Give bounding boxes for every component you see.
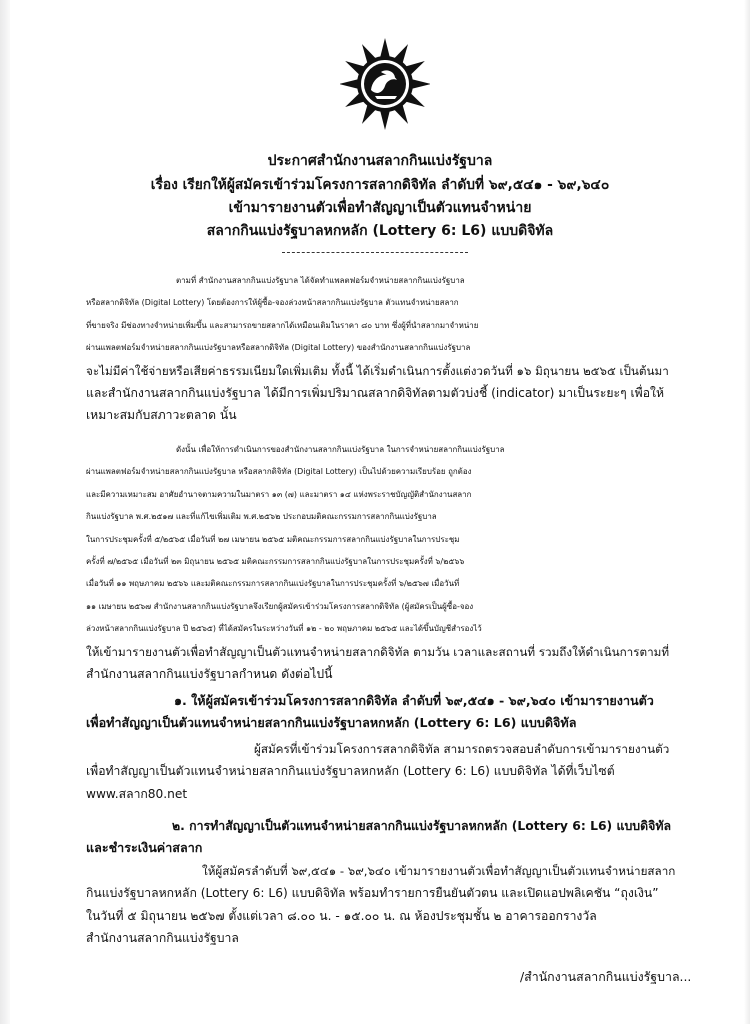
text-line: ดังนั้น เพื่อให้การดำเนินการของสำนักงานสลากกินแบ่งรัฐบาล ในการจำหน่ายสลากกินแบ่งรัฐบาล [176, 445, 505, 454]
text-line: เพื่อทำสัญญาเป็นตัวแทนจำหน่ายสลากกินแบ่งรัฐบาลหกหลัก (Lottery 6: L6) แบบดิจิทัล [86, 715, 577, 731]
text-line: ให้เข้ามารายงานตัวเพื่อทำสัญญาเป็นตัวแทนจำหน่ายสลากดิจิทัล ตามวัน เวลาและสถานที่ รวมถึงให้ดำเนินการตามที่ [86, 644, 670, 659]
text-line: ผ่านแพลตฟอร์มจำหน่ายสลากกินแบ่งรัฐบาลหรือสลากดิจิทัล (Digital Lottery) ของสำนักงานสลากกินแบ่งรัฐบาล [86, 343, 471, 353]
text-line: กินแบ่งรัฐบาล พ.ศ.๒๕๑๗ และที่แก้ไขเพิ่มเติม พ.ศ.๒๕๖๒ ประกอบมติคณะกรรมการสลากกินแบ่งรัฐบาล [86, 512, 437, 522]
text-line: ผู้สมัครที่เข้าร่วมโครงการสลากดิจิทัล สามารถตรวจสอบลำดับการเข้ามารายงานตัว [254, 742, 670, 756]
page-edge-shadow-right [744, 0, 750, 1024]
paragraph-1 [86, 270, 669, 427]
continuation-note: /สำนักงานสลากกินแบ่งรัฐบาล... [520, 969, 692, 984]
text-line: ในวันที่ ๕ มิถุนายน ๒๕๖๗ ตั้งแต่เวลา ๘.๐๐ น. - ๑๕.๐๐ น. ณ ห้องประชุมชั้น ๒ อาคารออกรางวัล [86, 908, 597, 923]
text-line: ที่ขายจริง มีช่องทางจำหน่ายเพิ่มขึ้น และสามารถขายสลากได้เหมือนเดิมในราคา ๘๐ บาท ซึ่งผู้ที่นำสลากมาจำหน่าย [86, 320, 479, 330]
text-line: ๒. การทำสัญญาเป็นตัวแทนจำหน่ายสลากกินแบ่งรัฐบาลหกหลัก (Lottery 6: L6) แบบดิจิทัล [172, 819, 672, 833]
text-line: สำนักงานสลากกินแบ่งรัฐบาลกำหนด ดังต่อไปนี้ [86, 667, 333, 682]
text-line: ผ่านแพลตฟอร์มจำหน่ายสลากกินแบ่งรัฐบาล หรือสลากดิจิทัล (Digital Lottery) เป็นไปด้วยความเรียบร้อย ถูกต้อง [86, 467, 472, 477]
text-line: ล่วงหน้าสลากกินแบ่งรัฐบาล ปี ๒๕๖๕) ที่ได้สมัครในระหว่างวันที่ ๑๒ - ๒๐ พฤษภาคม ๒๕๖๕ และได้ขึ้นบัญชีสำรองไว้ [86, 624, 482, 634]
website-link[interactable]: www.สลาก80.net [86, 786, 188, 801]
item-1-heading [86, 690, 654, 735]
text-line: เมื่อวันที่ ๑๑ พฤษภาคม ๒๕๖๖ และมติคณะกรรมการสลากกินแบ่งรัฐบาลในการประชุมครั้งที่ ๖/๒๕๖๗ เมื่อวันที่ [86, 579, 460, 589]
text-line: ครั้งที่ ๗/๒๕๖๕ เมื่อวันที่ ๒๓ มิถุนายน ๒๕๖๕ มติคณะกรรมการสลากกินแบ่งรัฐบาลในการประชุมครั้งที่ ๖/๒๕๖๖ [86, 557, 465, 567]
text-line: กินแบ่งรัฐบาลหกหลัก (Lottery 6: L6) แบบดิจิทัล พร้อมทำรายการยืนยันตัวตน และเปิดแอปพลิเคชัน “ถุงเงิน” [86, 886, 659, 901]
text-line: และมีความเหมาะสม อาศัยอำนาจตามความในมาตรา ๑๓ (๗) และมาตรา ๑๔ แห่งพระราชบัญญัติสำนักงานสลาก [86, 489, 472, 499]
subject-line-3: สลากกินแบ่งรัฐบาลหกหลัก (Lottery 6: L6) แบบดิจิทัล [206, 223, 554, 239]
text-line: ตามที่ สำนักงานสลากกินแบ่งรัฐบาล ได้จัดทำแพลตฟอร์มจำหน่ายสลากกินแบ่งรัฐบาล [176, 276, 465, 285]
text-line: ๑๑ เมษายน ๒๕๖๗ สำนักงานสลากกินแบ่งรัฐบาลจึงเรียกผู้สมัครเข้าร่วมโครงการสลากดิจิทัล (ผู้สมัครเป็นผู้ซื้อ-จอง [86, 601, 474, 611]
text-line: สำนักงานสลากกินแบ่งรัฐบาล [86, 931, 239, 946]
item-2-heading [86, 815, 671, 860]
text-line: เพื่อทำสัญญาเป็นตัวแทนจำหน่ายสลากกินแบ่งรัฐบาลหกหลัก (Lottery 6: L6) แบบดิจิทัล ได้ที่เว็บไซต์ [86, 764, 615, 779]
announcement-title: ประกาศสำนักงานสลากกินแบ่งรัฐบาล [267, 153, 493, 169]
item-2-body [86, 860, 675, 950]
subject-line-2: เข้ามารายงานตัวเพื่อทำสัญญาเป็นตัวแทนจำหน่าย [228, 200, 532, 216]
paragraph-2 [86, 439, 669, 685]
text-line: ในการประชุมครั้งที่ ๕/๒๕๖๕ เมื่อวันที่ ๒๗ เมษายน ๒๕๖๕ มติคณะกรรมการสลากกินแบ่งรัฐบาลในการประชุม [86, 534, 460, 544]
text-line: จะไม่มีค่าใช้จ่ายหรือเสียค่าธรรมเนียมใดเพิ่มเติม ทั้งนี้ ได้เริ่มดำเนินการตั้งแต่งวดวันที่ ๑๖ มิถุนายน ๒๕๖๕ เป็นต้นมา [86, 363, 669, 378]
subject-line-1: เรื่อง เรียกให้ผู้สมัครเข้าร่วมโครงการสลากดิจิทัล ลำดับที่ ๖๙,๕๔๑ - ๖๙,๖๔๐ [150, 177, 610, 193]
text-line: เหมาะสมกับสภาวะตลาด นั้น [86, 408, 237, 423]
page-edge-shadow [0, 0, 10, 1024]
text-line: ๑. ให้ผู้สมัครเข้าร่วมโครงการสลากดิจิทัล ลำดับที่ ๖๙,๕๔๑ - ๖๙,๖๔๐ เข้ามารายงานตัว [174, 693, 654, 708]
lottery-office-emblem-icon [340, 36, 430, 146]
header-divider [282, 252, 468, 253]
text-line: และชำระเงินค่าสลาก [86, 840, 203, 856]
text-line: หรือสลากดิจิทัล (Digital Lottery) โดยต้องการให้ผู้ซื้อ-จองล่วงหน้าสลากกินแบ่งรัฐบาล ตัวแทนจำหน่ายสลาก [86, 298, 459, 308]
text-line: และสำนักงานสลากกินแบ่งรัฐบาล ได้มีการเพิ่มปริมาณสลากดิจิทัลตามตัวบ่งชี้ (indicator) มาเป็นระยะๆ เพื่อให้ [86, 386, 665, 401]
text-line: ให้ผู้สมัครลำดับที่ ๖๙,๕๔๑ - ๖๙,๖๔๐ เข้ามารายงานตัวเพื่อทำสัญญาเป็นตัวแทนจำหน่ายสลาก [202, 864, 676, 878]
item-1-body [86, 738, 669, 805]
